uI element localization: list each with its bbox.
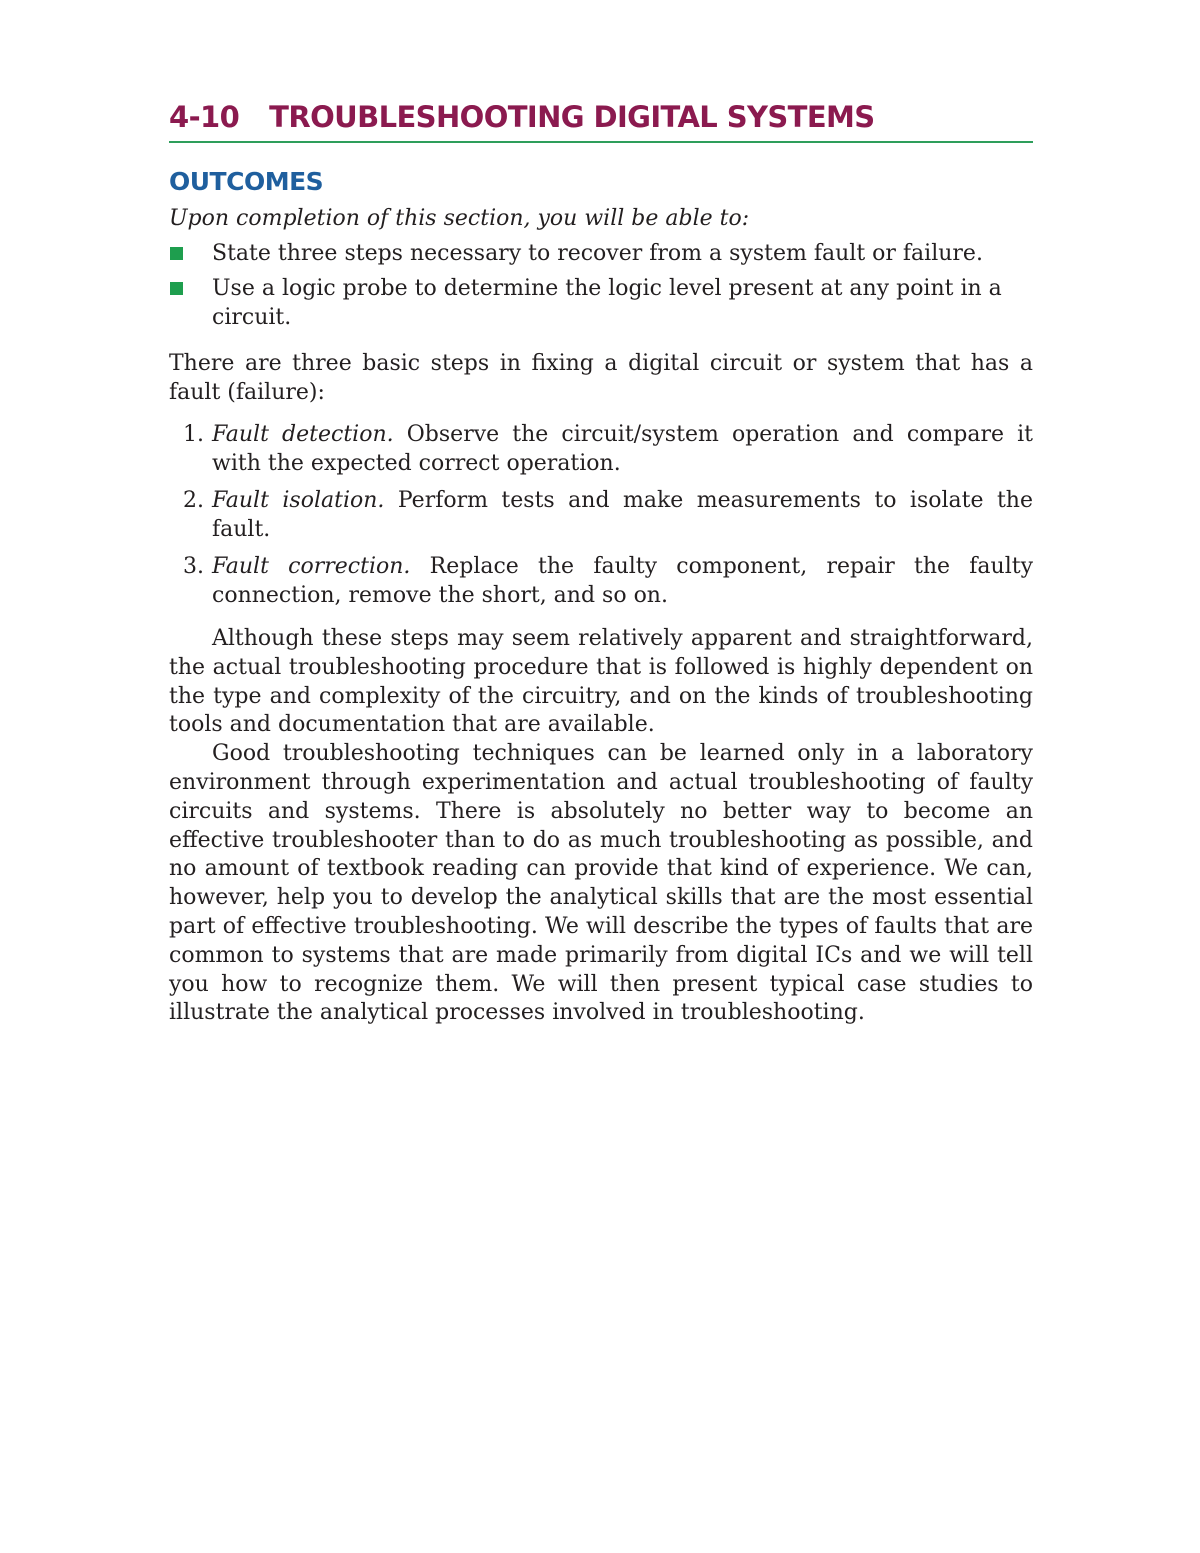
outcome-text: State three steps necessary to recover from a system fault or failure. [212, 241, 983, 267]
textbook-page [169, 100, 1033, 1028]
step-term: Fault isolation. [212, 487, 385, 513]
outcomes-intro: Upon completion of this section, you will be able to: [169, 205, 750, 231]
body-paragraph: Good troubleshooting techniques can be learned only in a laboratory environment through experimentation and actual troubleshooting of faulty circuits and systems. There is absolutely no better way to become an effective troubleshooter than to do as much troubleshooting as possible, and no amount of textbook reading can provide that kind of experience. We can, however, help you to develop the analytical skills that are the most essential part of effective troubleshooting. We will describe the types of faults that are common to systems that are made primarily from digital ICs and we will tell you how to recognize them. We will then present typical case studies to illustrate the analytical processes involved in troubleshooting. [169, 741, 1033, 1026]
outcomes-heading: OUTCOMES [169, 166, 324, 196]
outcomes-list [169, 239, 1033, 332]
outcome-item [169, 239, 1033, 268]
step-text: Observe the circuit/system operation and compare it with the expected correct operation. [212, 421, 1033, 477]
outcome-item [169, 274, 1033, 332]
step-text: Replace the faulty component, repair the faulty connection, remove the short, and so on. [212, 553, 1034, 609]
outcome-text: Use a logic probe to determine the logic level present at any point in a circuit. [212, 276, 1002, 331]
step-item [169, 552, 1033, 611]
step-term: Fault detection. [212, 421, 394, 447]
step-text: Perform tests and make measurements to isolate the fault. [212, 487, 1033, 543]
square-bullet-icon [170, 247, 183, 260]
section-number: 4-10 [169, 100, 240, 134]
square-bullet-icon [170, 282, 183, 295]
step-number: 2. [183, 487, 204, 513]
section-title: TROUBLESHOOTING DIGITAL SYSTEMS [269, 100, 875, 134]
intro-paragraph: There are three basic steps in fixing a digital circuit or system that has a fault (failure): [169, 351, 1033, 406]
body-paragraph: Although these steps may seem relatively apparent and straightforward, the actual troubleshooting procedure that is followed is highly dependent on the type and complexity of the circuitry, and on the kinds of troubleshooting tools and documentation that are available. [169, 625, 1033, 738]
section-header [169, 100, 1033, 143]
steps-list [169, 420, 1033, 611]
step-number: 3. [183, 553, 204, 579]
step-number: 1. [183, 421, 204, 447]
step-term: Fault correction. [212, 553, 411, 579]
step-item [169, 486, 1033, 545]
step-item [169, 420, 1033, 479]
